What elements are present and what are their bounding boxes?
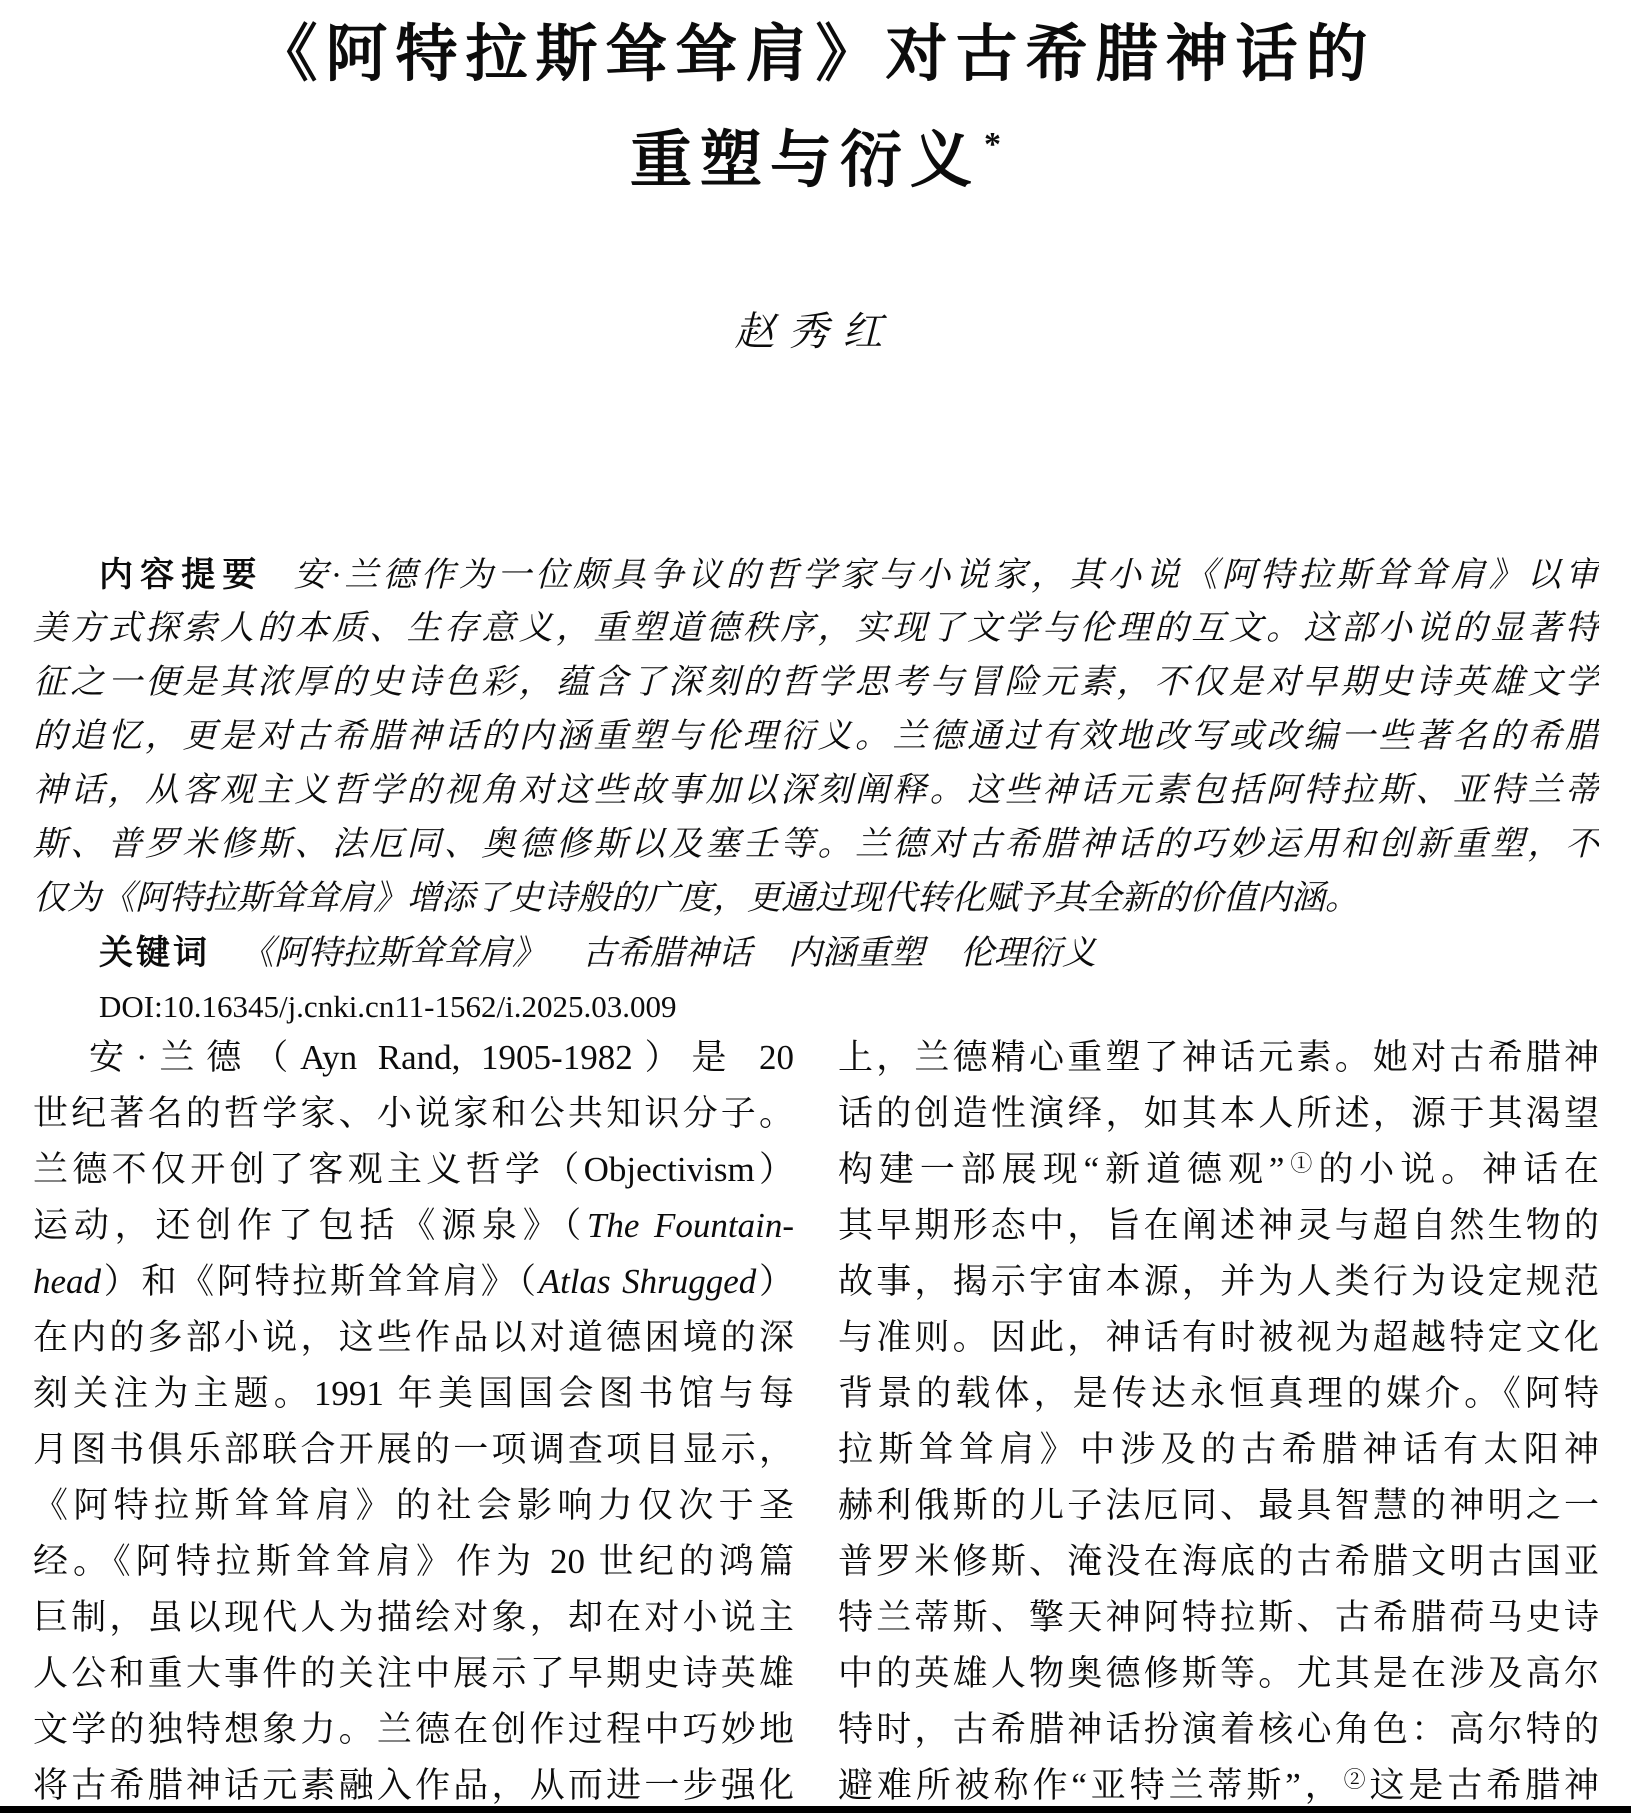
- text-line: 月图书俱乐部联合开展的一项调查项目显示，: [33, 1430, 794, 1469]
- text-line: 《阿特拉斯耸耸肩》的社会影响力仅次于圣: [33, 1486, 794, 1525]
- text-line: 将古希腊神话元素融入作品，从而进一步强化: [33, 1766, 794, 1805]
- body-two-columns: [33, 1030, 1599, 1814]
- body-column-right: [838, 1030, 1599, 1814]
- text-line: 刻关注为主题。1991 年美国国会图书馆与每: [33, 1374, 794, 1413]
- text-line: 兰德不仅开创了客观主义哲学（Objectivism）: [33, 1150, 794, 1189]
- text-line: 特时，古希腊神话扮演着核心角色：高尔特的: [838, 1710, 1599, 1749]
- abstract-first-line: [33, 548, 1599, 602]
- doi-line: DOI:10.16345/j.cnki.cn11-1562/i.2025.03.009: [99, 989, 677, 1024]
- body-column-left: [33, 1030, 794, 1814]
- text-line: 古希腊神话: [582, 935, 752, 972]
- text-line: 特兰蒂斯、擎天神阿特拉斯、古希腊荷马史诗: [838, 1598, 1599, 1637]
- text-line: 故事，揭示宇宙本源，并为人类行为设定规范: [838, 1262, 1599, 1301]
- paper-title: [0, 10, 1631, 206]
- text-line: 话的创造性演绎，如其本人所述，源于其渴望: [838, 1094, 1599, 1133]
- text-line: 经。《阿特拉斯耸耸肩》作为 20 世纪的鸿篇: [33, 1542, 794, 1581]
- text-line: 《阿特拉斯耸耸肩》: [240, 935, 546, 972]
- abstract-first-line-text: 安·兰德作为一位颇具争议的哲学家与小说家，其小说《阿特拉斯耸耸肩》以审: [293, 557, 1599, 594]
- text-line: 安·兰德（Ayn Rand, 1905-1982）是 20: [89, 1038, 794, 1077]
- text-line: 其早期形态中，旨在阐述神灵与超自然生物的: [838, 1206, 1599, 1245]
- text-line: 巨制，虽以现代人为描绘对象，却在对小说主: [33, 1598, 794, 1637]
- text-line: 仅为《阿特拉斯耸耸肩》增添了史诗般的广度，更通过现代转化赋予其全新的价值内涵。: [33, 880, 1359, 917]
- title-line-1: 《阿特拉斯耸耸肩》对古希腊神话的: [255, 20, 1376, 89]
- text-line: head）和《阿特拉斯耸耸肩》（Atlas Shrugged）: [33, 1262, 794, 1301]
- keywords-row: [33, 926, 1599, 980]
- text-line: 中的英雄人物奥德修斯等。尤其是在涉及高尔: [838, 1654, 1599, 1693]
- text-line: 的追忆，更是对古希腊神话的内涵重塑与伦理衍义。兰德通过有效地改写或改编一些著名的希腊: [33, 718, 1599, 755]
- text-line: 在内的多部小说，这些作品以对道德困境的深: [33, 1318, 794, 1357]
- footnote-separator-rule: [0, 1806, 1631, 1813]
- footnote-ref: ②: [1343, 1767, 1370, 1792]
- text-line: 避难所被称作“亚特兰蒂斯”，②这是古希腊神: [838, 1766, 1599, 1805]
- abstract-lines: [33, 602, 1599, 926]
- text-line: 神话，从客观主义哲学的视角对这些故事加以深刻阐释。这些神话元素包括阿特拉斯、亚特兰蒂: [33, 772, 1599, 809]
- abstract-block: [33, 548, 1599, 926]
- text-line: 征之一便是其浓厚的史诗色彩，蕴含了深刻的哲学思考与冒险元素，不仅是对早期史诗英雄文学: [33, 664, 1599, 701]
- text-line: 世纪著名的哲学家、小说家和公共知识分子。: [33, 1094, 794, 1133]
- footnote-ref: ①: [1284, 1151, 1319, 1176]
- text-line: 运动，还创作了包括《源泉》（The Fountain-: [33, 1206, 794, 1245]
- text-line: 人公和重大事件的关注中展示了早期史诗英雄: [33, 1654, 794, 1693]
- abstract-label: 内容提要: [99, 556, 264, 594]
- text-line: 构建一部展现“新道德观”①的小说。神话在: [838, 1150, 1599, 1189]
- keywords-label: 关键词: [99, 934, 210, 972]
- text-line: 与准则。因此，神话有时被视为超越特定文化: [838, 1318, 1599, 1357]
- text-line: 内涵重塑: [788, 935, 924, 972]
- text-line: 赫利俄斯的儿子法厄同、最具智慧的神明之一: [838, 1486, 1599, 1525]
- text-line: 背景的载体，是传达永恒真理的媒介。《阿特: [838, 1374, 1599, 1413]
- text-line: 上，兰德精心重塑了神话元素。她对古希腊神: [838, 1038, 1599, 1077]
- title-footnote-marker: *: [984, 126, 1001, 163]
- text-line: 文学的独特想象力。兰德在创作过程中巧妙地: [33, 1710, 794, 1749]
- keywords-items: [240, 935, 1132, 972]
- text-line: 斯、普罗米修斯、法厄同、奥德修斯以及塞壬等。兰德对古希腊神话的巧妙运用和创新重塑，不: [33, 826, 1599, 863]
- text-line: 拉斯耸耸肩》中涉及的古希腊神话有太阳神: [838, 1430, 1599, 1469]
- title-line-2: 重塑与衍义 *: [629, 126, 1001, 195]
- text-line: 伦理衍义: [960, 935, 1096, 972]
- text-line: 普罗米修斯、淹没在海底的古希腊文明古国亚: [838, 1542, 1599, 1581]
- author-name: 赵秀红: [734, 309, 897, 354]
- text-line: 美方式探索人的本质、生存意义，重塑道德秩序，实现了文学与伦理的互文。这部小说的显著特: [33, 610, 1599, 647]
